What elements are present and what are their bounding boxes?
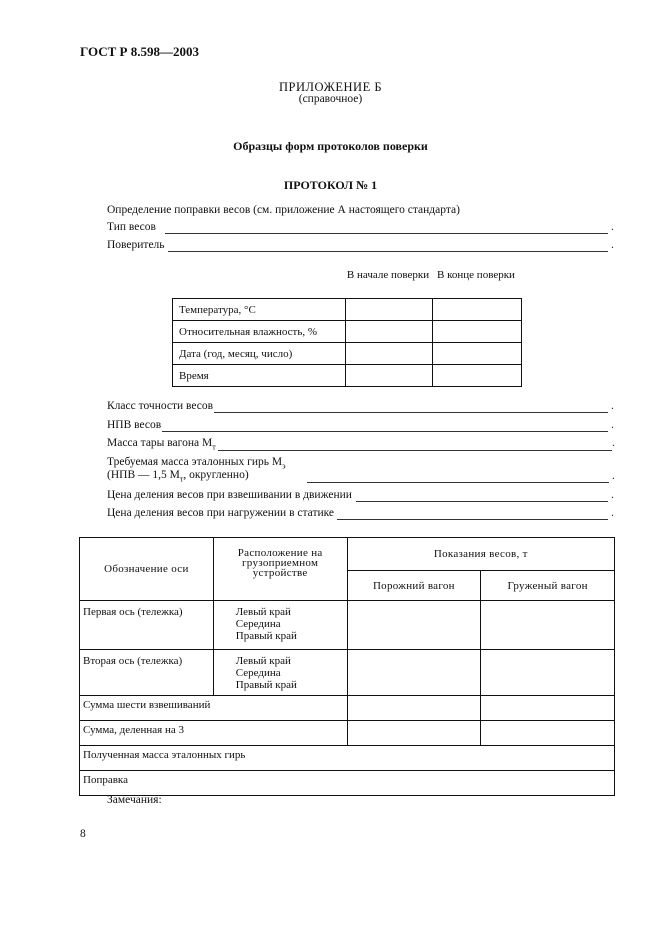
required-mass-sub: э [282, 461, 286, 471]
table-row [173, 343, 522, 365]
cell-empty[interactable] [347, 696, 481, 721]
row-obtained-mass: Полученная масса эталонных гирь [80, 746, 615, 771]
col-readings-header: Показания весов, т [347, 538, 614, 571]
accuracy-class-label: Класс точности весов [107, 400, 214, 412]
cell-empty[interactable] [347, 721, 481, 746]
cell-start[interactable] [346, 365, 433, 387]
row-date: Дата (год, месяц, число) [173, 343, 346, 365]
axis-second: Вторая ось (тележка) [80, 650, 214, 696]
row-sum-six: Сумма шести взвешиваний [80, 696, 348, 721]
scale-type-field[interactable] [165, 233, 608, 234]
required-mass-text: Требуемая масса эталонных гирь M [107, 456, 283, 468]
col-location-header: Расположение на грузоприемном устройстве [213, 538, 347, 601]
table-row [80, 696, 615, 721]
axis-first: Первая ось (тележка) [80, 601, 214, 650]
cell-start[interactable] [346, 343, 433, 365]
div-motion-field[interactable] [356, 501, 608, 502]
dot: . [612, 470, 615, 482]
table-row [173, 321, 522, 343]
cell-start[interactable] [346, 321, 433, 343]
protocol-title: ПРОТОКОЛ № 1 [283, 178, 378, 192]
position-label: Левый край [235, 655, 291, 667]
conditions-table [172, 298, 522, 387]
dot: . [611, 507, 614, 519]
cell-loaded[interactable] [481, 650, 615, 696]
scale-type-label: Тип весов [107, 221, 156, 233]
formula-part-a: (НПВ — 1,5 M [107, 469, 180, 481]
row-temperature: Температура, °С [173, 299, 346, 321]
dot: . [611, 419, 614, 431]
col-loaded-wagon: Груженый вагон [481, 571, 615, 601]
position-label: Середина [235, 667, 281, 679]
accuracy-class-field[interactable] [214, 412, 608, 413]
row-time: Время [173, 365, 346, 387]
cell-loaded[interactable] [481, 721, 615, 746]
forms-title: Образцы форм протоколов поверки [233, 139, 428, 153]
verifier-field[interactable] [168, 251, 608, 252]
required-mass-formula [107, 469, 249, 483]
cell-empty[interactable] [347, 650, 481, 696]
table-row [80, 746, 615, 771]
col-end-verification: В конце поверки [437, 269, 515, 281]
remarks-label: Замечания: [107, 794, 162, 806]
tare-mass-sub: т [212, 442, 216, 452]
div-motion-label: Цена деления весов при взвешивании в движении [107, 489, 352, 501]
col-start-verification: В начале поверки [346, 269, 430, 281]
col-axis-header: Обозначение оси [80, 538, 214, 601]
appendix-title: ПРИЛОЖЕНИЕ Б [278, 80, 383, 94]
dot: . [611, 489, 614, 501]
cell-empty[interactable] [347, 601, 481, 650]
positions-second [213, 650, 347, 696]
tare-mass-text: Масса тары вагона M [107, 437, 213, 449]
cell-end[interactable] [433, 343, 522, 365]
table-row [80, 538, 615, 571]
formula-sub: т [179, 474, 184, 484]
table-row [173, 299, 522, 321]
verifier-label: Поверитель [107, 239, 165, 251]
table-row [80, 650, 615, 696]
positions-first [213, 601, 347, 650]
cell-end[interactable] [433, 321, 522, 343]
npv-field[interactable] [162, 431, 608, 432]
page-number: 8 [80, 828, 86, 840]
appendix-subtitle: (справочное) [298, 93, 363, 105]
position-label: Правый край [235, 630, 297, 642]
standard-header: ГОСТ Р 8.598—2003 [80, 44, 199, 59]
formula-part-b: , округленно) [183, 469, 249, 481]
table-row [173, 365, 522, 387]
row-sum-div3: Сумма, деленная на 3 [80, 721, 348, 746]
cell-loaded[interactable] [481, 601, 615, 650]
tare-mass-field[interactable] [218, 450, 612, 451]
scale-type-dot: . [611, 221, 614, 233]
cell-end[interactable] [433, 365, 522, 387]
measurements-table [79, 537, 615, 796]
position-label: Левый край [235, 606, 291, 618]
cell-start[interactable] [346, 299, 433, 321]
row-correction: Поправка [80, 771, 615, 796]
tare-mass-label [107, 437, 216, 451]
required-mass-field[interactable] [307, 482, 609, 483]
position-label: Середина [235, 618, 281, 630]
table-row [80, 721, 615, 746]
dot: . [612, 437, 615, 449]
div-static-field[interactable] [337, 519, 608, 520]
cell-end[interactable] [433, 299, 522, 321]
cell-loaded[interactable] [481, 696, 615, 721]
div-static-label: Цена деления весов при нагружении в статике [107, 507, 335, 519]
verifier-dot: . [611, 239, 614, 251]
col-empty-wagon: Порожний вагон [347, 571, 481, 601]
position-label: Правый край [235, 679, 297, 691]
dot: . [611, 400, 614, 412]
npv-label: НПВ весов [107, 419, 162, 431]
table-row [80, 771, 615, 796]
intro-text: Определение поправки весов (см. приложение А настоящего стандарта) [107, 204, 460, 216]
row-humidity: Относительная влажность, % [173, 321, 346, 343]
table-row [80, 601, 615, 650]
